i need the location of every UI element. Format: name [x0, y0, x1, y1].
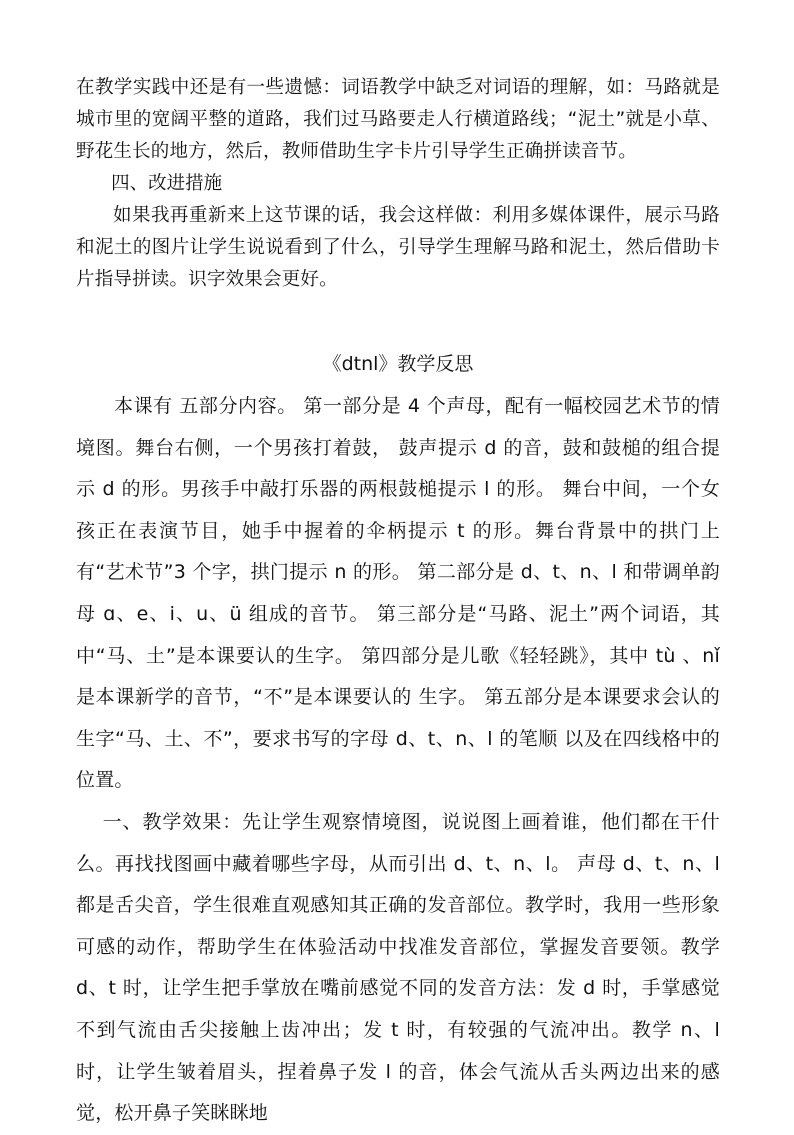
paragraph-teaching-effect: 一、教学效果：先让学生观察情境图，说说图上画着谁，他们都在干什么。再找找图画中藏着哪些字母，从而引出 d、t、n、l。 声母 d、t、n、l 都是舌尖音，学生很难直观感知其正确的发音部位。教学时，我用一些形象可感的动作，帮助学生在体验活动中找准发音部位，掌握发音要领。教学 d、t 时，让学生把手掌放在嘴前感觉不同的发音方法：发 d 时，手掌感觉不到气流由舌尖接触上齿冲出；发 t 时，有较强的气流冲出。教学 n、l 时，让学生皱着眉头，捏着鼻子发 l 的音，体会气流从舌头两边出来的感觉，松开鼻子笑眯眯地 — [76, 810, 720, 1125]
paragraph-regret: 在教学实践中还是有一些遗憾：词语教学中缺乏对词语的理解，如：马路就是城市里的宽阔平整的道路，我们过马路要走人行横道路线；“泥土”就是小草、野花生长的地方，然后，教师借助生字卡片引导学生正确拼读音节。 — [76, 77, 720, 162]
heading-improvement-measures: 四、改进措施 — [111, 173, 223, 194]
paragraph-improvement: 如果我再重新来上这节课的话，我会这样做：利用多媒体课件，展示马路和泥土的图片让学生说说看到了什么，引导学生理解马路和泥土，然后借助卡片指导拼读。识字效果会更好。 — [76, 205, 720, 290]
document-page — [76, 72, 720, 1135]
section-dtnl — [76, 348, 720, 1135]
paragraph-intro: 本课有 五部分内容。 第一部分是 4 个声母，配有一幅校园艺术节的情境图。舞台右侧，一个男孩打着鼓， 鼓声提示 d 的音，鼓和鼓槌的组合提示 d 的形。男孩手中敲打乐器的两根鼓槌提示 l 的形。 舞台中间，一个女孩正在表演节目，她手中握着的伞柄提示 t 的形。舞台背景中的拱门上 有“艺术节”3 个字，拱门提示 n 的形。 第二部分是 d、t、n、l 和带调单韵母 ɑ、e、i、u、ü 组成的音节。 第三部分是“马路、泥土”两个词语，其中“马、土”是本课要认的生字。 第四部分是儿歌《轻轻跳》，其中 tù 、nǐ 是本课新学的音节，“不”是本课要认的 生字。 第五部分是本课要求会认的生字“马、土、不”，要求书写的字母 d、t、n、l 的笔顺 以及在四线格中的位置。 — [76, 395, 720, 792]
document-title: 《dtnl》教学反思 — [322, 353, 474, 375]
section-gap — [76, 296, 720, 348]
